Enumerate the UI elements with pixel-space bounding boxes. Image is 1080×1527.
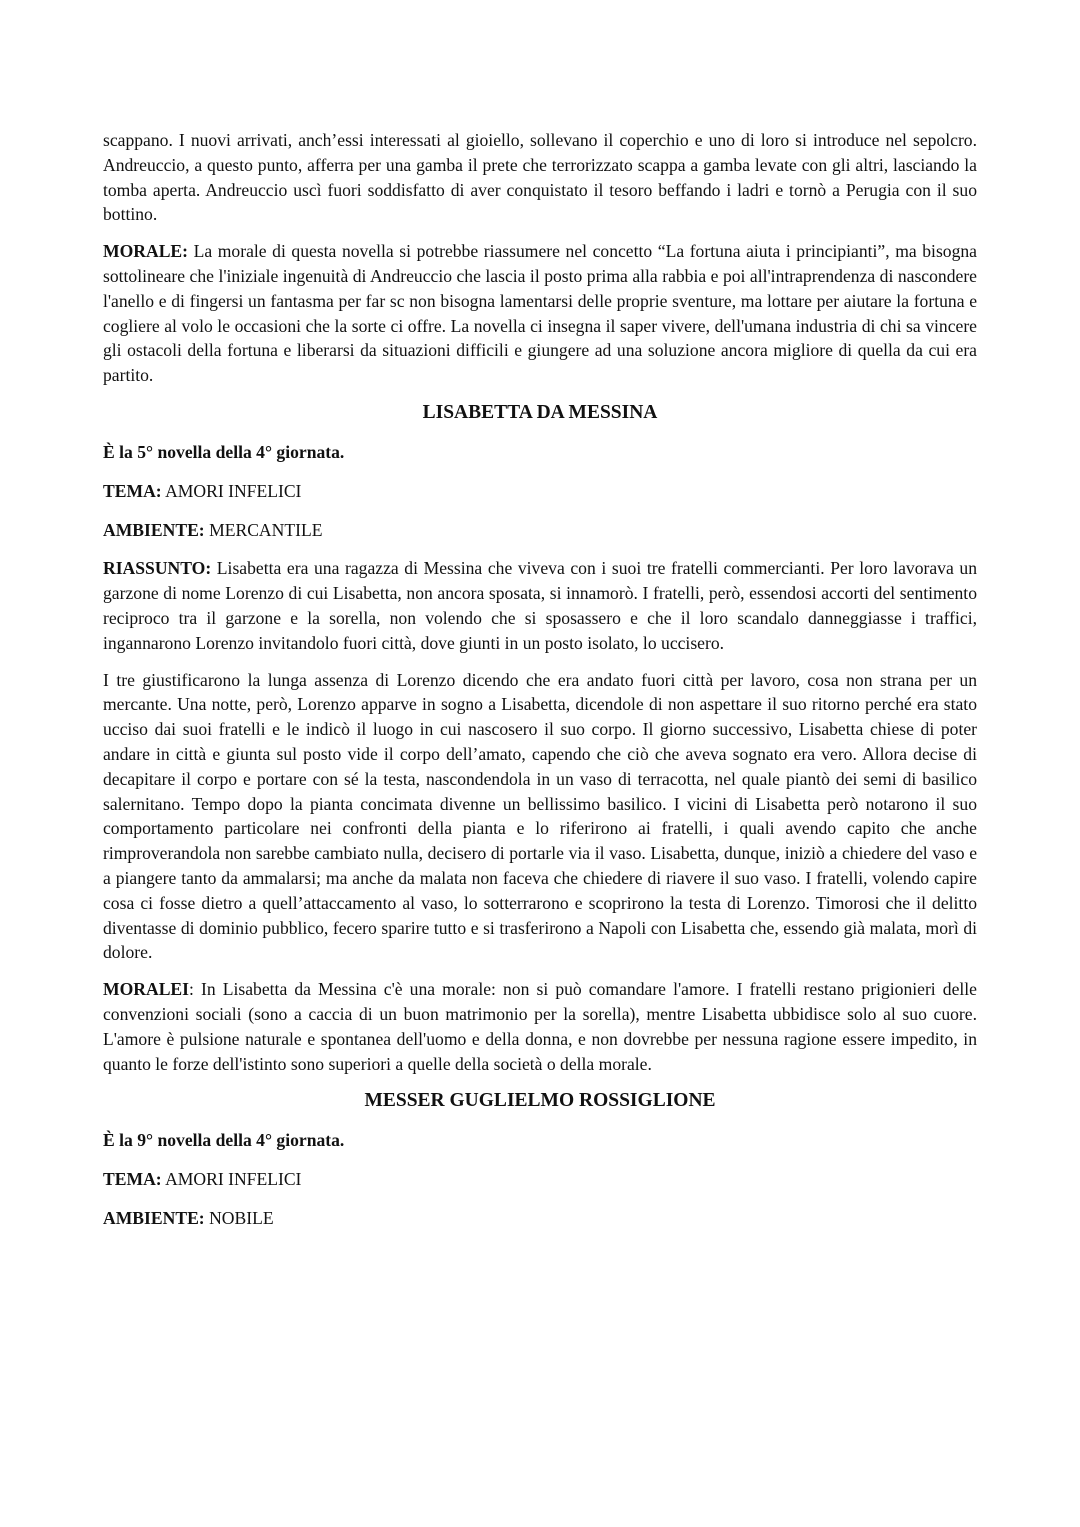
morale-label: MORALEI xyxy=(103,979,190,1000)
guglielmo-ambiente-line xyxy=(103,1206,977,1231)
guglielmo-novella-line xyxy=(103,1128,977,1153)
document-page xyxy=(103,128,977,1245)
ambiente-value: NOBILE xyxy=(204,1207,274,1228)
ambiente-value: MERCANTILE xyxy=(204,519,323,540)
tema-value: AMORI INFELICI xyxy=(161,480,302,501)
ambiente-label: AMBIENTE: xyxy=(103,1207,205,1228)
lisabetta-novella-line xyxy=(103,440,977,465)
intro-paragraph: scappano. I nuovi arrivati, anch’essi interessati al gioiello, sollevano il coperchio e uno di loro si introduce nel sepolcro. Andreuccio, a questo punto, afferra per una gamba il prete che terrorizzato scappa a gamba levate con gli altri, lasciando la tomba aperta. Andreuccio uscì fuori soddisfatto di aver conquistato il tesoro beffando i ladri e tornò a Perugia con il suo bottino. xyxy=(103,130,977,225)
morale-text: : In Lisabetta da Messina c'è una morale: non si può comandare l'amore. I fratelli restano prigionieri delle convenzioni sociali (sono a caccia di un buon matrimonio per la sorella), mentre Lisabetta ubbidisce solo al suo cuore. L'amore è pulsione naturale e spontanea dell'uomo e della donna, e non dovrebbe per nessuna ragione essere impedito, in quanto le forze dell'istinto sono superiori a quelle della società o della morale. xyxy=(103,979,977,1074)
lisabetta-paragraph-2: I tre giustificarono la lunga assenza di Lorenzo dicendo che era andato fuori città per lavoro, cosa non strana per un mercante. Una notte, però, Lorenzo apparve in sogno a Lisabetta, dicendole di non aspettare il suo ritorno perché era stato ucciso dai suoi fratelli e le indicò il luogo in cui nascosero il suo corpo. Il giorno successivo, Lisabetta chiese di poter andare in città e giunta sul posto vide il corpo dell’amato, capendo che ciò che aveva sognato era vero. Allora decise di decapitare il corpo e portare con sé la testa, nascondendola in un vaso di terracotta, nel quale piantò dei semi di basilico salernitano. Tempo dopo la pianta concimata divenne un bellissimo basilico. I vicini di Lisabetta però notarono il suo comportamento particolare nei confronti della pianta e lo riferirono ai fratelli, i quali avendo capito che anche rimproverandola non sarebbe cambiato nulla, decisero di portarle via il vaso. Lisabetta, dunque, iniziò a chiedere del vaso e a piangere tanto da ammalarsi; ma anche da malata non faceva che chiedere di riavere il suo vaso. I fratelli, volendo capire cosa ci fosse dietro a quell’attaccamento al vaso, lo sotterrarono e scoprirono la testa di Lorenzo. Timorosi che il delitto diventasse di dominio pubblico, fecero sparire tutto e si trasferirono a Napoli con Lisabetta che, essendo già malata, morì di dolore. xyxy=(103,669,977,963)
lisabetta-tema-line xyxy=(103,479,977,504)
andreuccio-morale-paragraph xyxy=(103,239,977,388)
tema-label: TEMA: xyxy=(103,480,162,501)
tema-value: AMORI INFELICI xyxy=(161,1169,302,1190)
guglielmo-tema-line xyxy=(103,1167,977,1192)
novella-text: È la 5° novella della 4° giornata. xyxy=(103,441,345,462)
morale-text: La morale di questa novella si potrebbe riassumere nel concetto “La fortuna aiuta i principianti”, ma bisogna sottolineare che l'iniziale ingenuità di Andreuccio che lascia il posto prima alla rabbia e poi all'intraprendenza di nascondere l'anello e di fingersi un fantasma per far sc non bisogna lamentarsi delle proprie sventure, ma lottare per aiutare la fortuna e cogliere al volo le occasioni che la sorte ci offre. La novella ci insegna il saper vivere, dell'umana industria di chi sa vincere gli ostacoli della fortuna e liberarsi da situazioni difficili e giungere ad una soluzione ancora migliore di quella da cui era partito. xyxy=(103,241,977,386)
riassunto-label: RIASSUNTO: xyxy=(103,558,212,579)
lisabetta-ambiente-line xyxy=(103,518,977,543)
ambiente-label: AMBIENTE: xyxy=(103,519,205,540)
lisabetta-morale-paragraph xyxy=(103,977,977,1076)
riassunto-text: Lisabetta era una ragazza di Messina che viveva con i suoi tre fratelli commercianti. Per loro lavorava un garzone di nome Lorenzo di cui Lisabetta, non ancora sposata, si innamorò. I fratelli, però, essendosi accorti del sentimento reciproco tra il garzone e la sorella, non volendo che si sposassero e che il loro scandalo danneggiasse i traffici, ingannarono Lorenzo invitandolo fuori città, dove giunti in un posto isolato, lo uccisero. xyxy=(103,558,977,653)
tema-label: TEMA: xyxy=(103,1169,162,1190)
lisabetta-title: LISABETTA DA MESSINA xyxy=(422,401,658,423)
guglielmo-title: MESSER GUGLIELMO ROSSIGLIONE xyxy=(364,1090,716,1112)
lisabetta-riassunto-paragraph xyxy=(103,556,977,655)
morale-label: MORALE: xyxy=(103,241,189,262)
novella-text: È la 9° novella della 4° giornata. xyxy=(103,1130,345,1151)
